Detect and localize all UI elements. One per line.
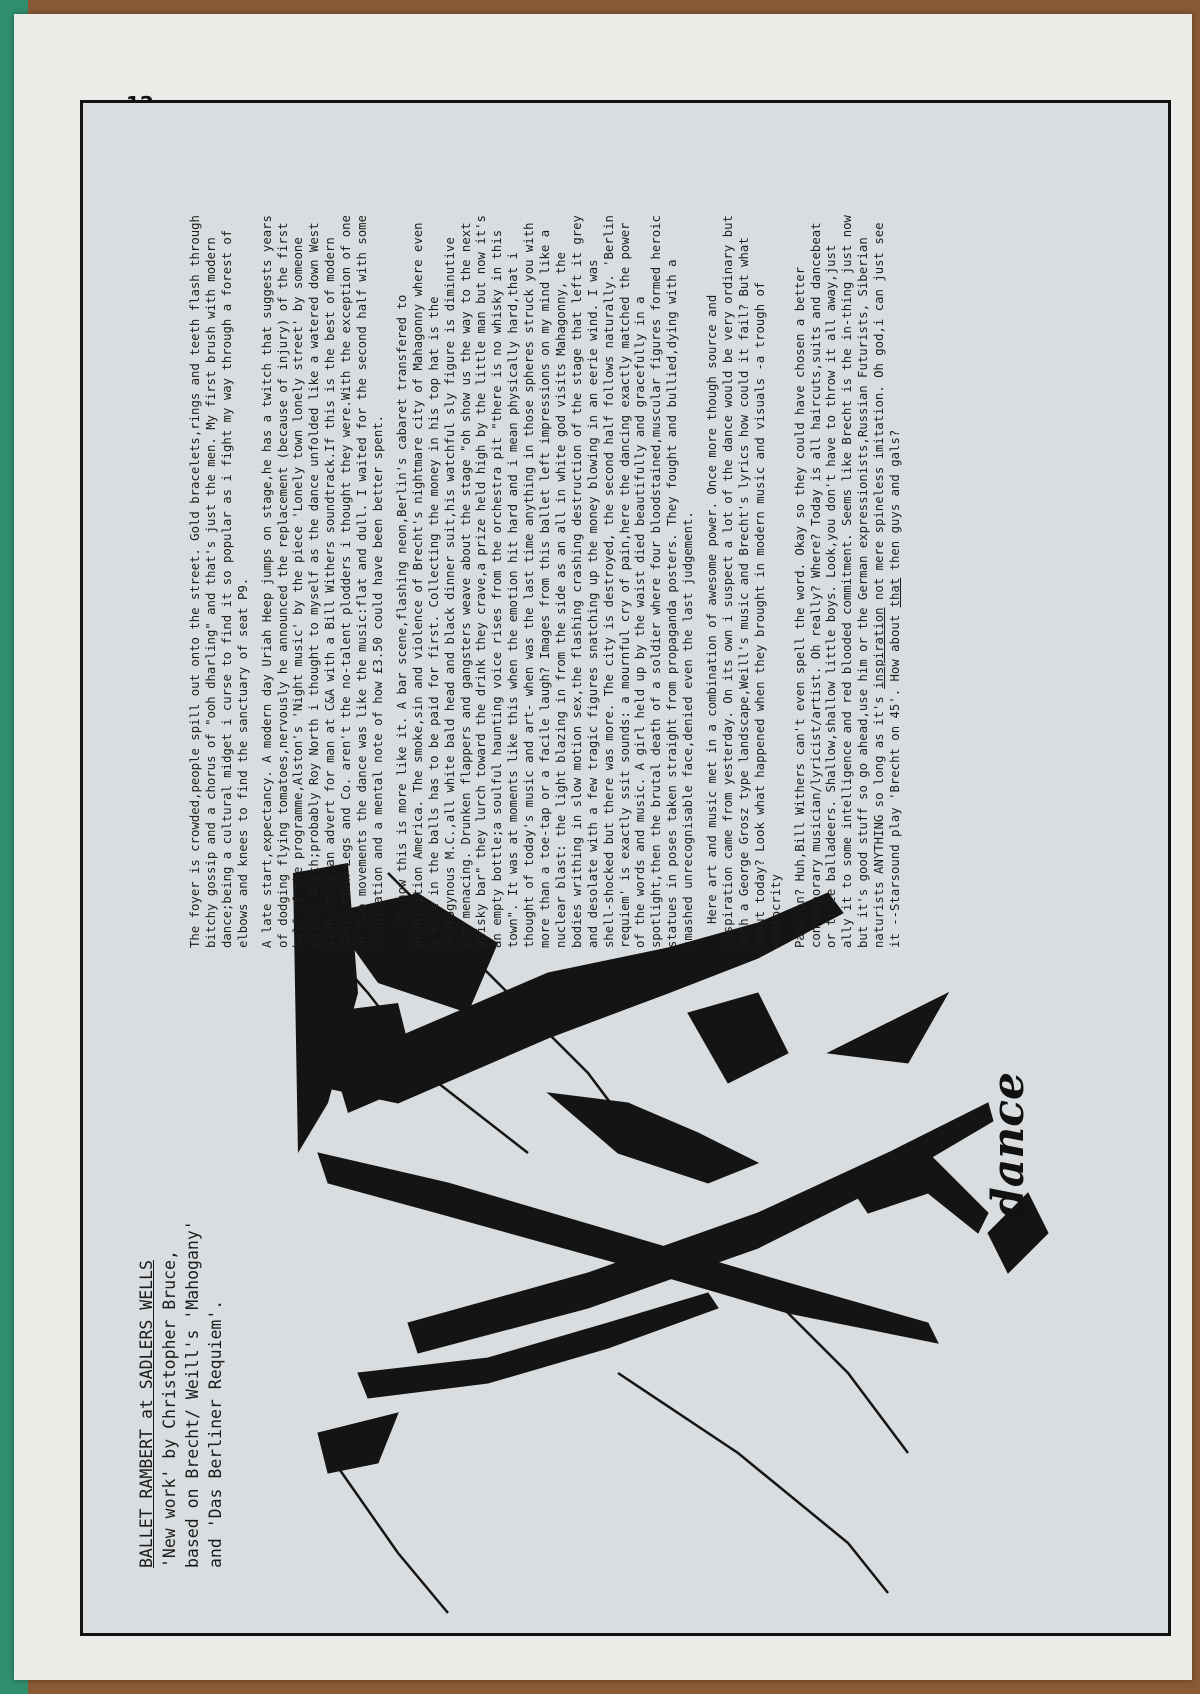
article-body: [188, 208, 912, 948]
dance-illustration: [288, 853, 1058, 1628]
paragraph-text: not mere spineless imitation. Oh god,i can just see it --Starsound play 'Brecht on 45'. How about: [872, 222, 903, 948]
ink-stroke: [688, 993, 788, 1083]
underlined-word: inspiration: [872, 607, 887, 689]
heading-line-2: based on Brecht/ Weill's 'Mahogany': [183, 1220, 202, 1568]
article-paragraph: The foyer is crowded,people spill out onto the street. Gold bracelets,rings and teeth flash through bitchy gossip and a chorus of "ooh dharling" and that's just the men. My first brush with modern dance;being a cultural midget i curse to find it so popular as i fight my way through a forest of elbows and knees to find the sanctuary of seat P9.: [188, 215, 250, 948]
article-paragraph: [793, 208, 904, 948]
article-paragraph: A late start,expectancy. A modern day Uriah Heep jumps on stage,he has a twitch that suggests years of dodging flying tomatoes,nervously he announced the replacement (because of injury) of the first half of the programme,Alston's 'Night music' by the piece 'Lonely town lonely street' by someone called North;probably Roy North i thought to myself as the dance unfolded like a watered down West side story,an advert for man at C&A with a Bill Withers soundtrack.If this is the best of modern dance then Legs and Co. aren't the no-talent plodders i thought they were.With the exception of one or two movements the dance was like the music:flat and dull. I waited for the second half with some trepidation and a mental note of how £3.50 could have been better spent.: [259, 215, 385, 948]
underlined-word: that: [888, 577, 903, 608]
paragraph-text: then guys and gals?: [888, 429, 903, 578]
ink-stroke: [548, 1093, 758, 1183]
article-heading: [135, 1178, 227, 1568]
heading-line-3: and 'Das Berliner Requiem'.: [206, 1299, 225, 1568]
article-paragraph: Here art and music met in a combination of awesome power. Once more though source and inspiration came from yesterday. On its own i suspect a lot of the dance would be very ordinary but with a George Grosz type landscape,Weill's music and Brecht's lyrics how could it fail? But what about today? Look what happened when they brought in modern music and visuals -a trough of mediocrity: [705, 215, 783, 948]
article-frame: [80, 100, 1171, 1636]
dance-caption: dance: [983, 1071, 1034, 1218]
article-paragraph: Ah,now this is more like it. A bar scene,flashing neon,Berlin's cabaret transfered to prohibition America. The smoke,sin and violence of Brecht's nightmare city of Mahagonny where even a kick in the balls has to be paid for first. Collecting the money in his top hat is the androgynous M.C.,all white bald head and black dinner suit,his watchful sly figure is diminutive but menacing. Drunken flappers and gangsters weave about the stage "oh show us the way to the next whisky bar" they lurch toward the drink they crave,a prize held high by the little man but now it's an empty bottle;a soulful haunting voice rises from the orchestra pit "there is no whisky in this town". It was at moments like this when the emotion hit hard and i mean physically hard,that i thought of today's music and art- when was the last time anything in those spheres struck you with more than a toe-tap or a facile laugh? Images from this ballet left impressions on my mind like a nuclear blast: the light blazing in from the side as an all in white god visits Mahagonny, the bodies writhing in slow motion sex,the flashing crashing destruction of the stage that left it grey and desolate with a few tragic figures snatching up the money blowing in an eerie wind. I was shell-shocked but there was more. The city is destroyed, the second half follows naturally. 'Berlin requiem' is exactly ssit sounds: a mournful cry of pain,here the dancing exactly matched the power of the words and music. A girl held up by the waist died beautifully and gracefully in a spotlight,then the brutal death of a soldier where four bloodstained,muscular figures formed heroic statues in poses taken straight from propaganda posters. They fought and bullied,dying with a smashed unrecognisable face,denied even the last judgement.: [394, 215, 696, 948]
ink-line: [328, 1453, 448, 1613]
heading-title: BALLET RAMBERT at SADLERS WELLS: [137, 1260, 156, 1568]
paragraph-text: Passion? Huh,Bill Withers can't even spell the word. Okay so they could have chosen a better contemporary musician/lyricist/artist. Oh really? Where? Today is all haircuts,suits and dancebeat or trite balladeers. Shallow,shallow little boys. Look,you don't have to throw it all away,just ally it to some intelligence and red blooded commitment. Seems like Brecht is the in-thing just now but it's good stuff so go ahead,use him or the German expressionists,Russian Futurists, Siberian naturists ANYTHING so long as it's: [792, 215, 887, 948]
heading-line-1: 'New work' by Christopher Bruce,: [160, 1250, 179, 1568]
ink-stroke: [318, 1413, 398, 1473]
ink-stroke: [828, 993, 948, 1063]
ink-line: [618, 1373, 888, 1593]
